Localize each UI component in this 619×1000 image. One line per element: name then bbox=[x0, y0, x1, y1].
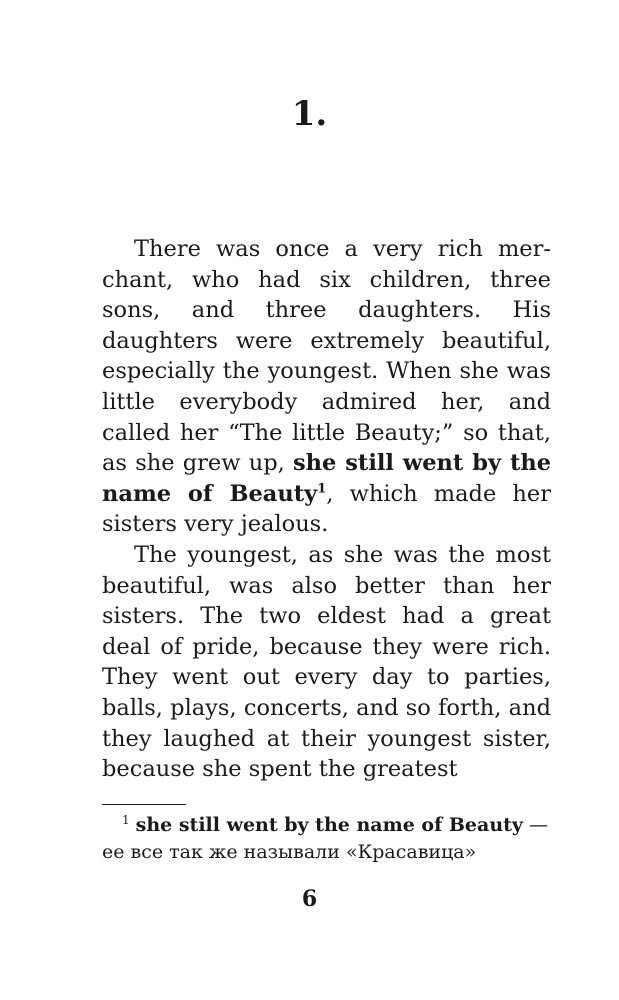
page-number: 6 bbox=[301, 886, 318, 912]
paragraph-1-end: , which made her sisters very jealous. bbox=[102, 480, 551, 538]
paragraph-2: The youngest, as she was the most beautiful, was also better than her sisters. The two eldest had a great deal of pride, because they were rich. They went out every day to parties, balls, plays, concerts, and so forth, and they laughed at their youngest sister, because she spent the greatest bbox=[102, 541, 551, 783]
bold-phrase: she still went by the name of Beauty bbox=[102, 450, 552, 507]
footnote-number: 1 bbox=[122, 812, 130, 827]
chapter-heading: 1. bbox=[291, 94, 328, 134]
footnote-line-1 bbox=[102, 812, 554, 839]
paragraph-1-text: There was once a very rich merchant, who had six children, three sons, and three daughters. His daughters were extremely beautiful, especially the youngest. When she was little everybody admired her, and called her “The little Beauty;” so that, as she grew up, bbox=[102, 236, 551, 477]
footnote bbox=[102, 812, 554, 866]
paragraph-1 bbox=[102, 234, 551, 540]
footnote-translation: ее все так же называли «Красавица» bbox=[102, 841, 477, 863]
footnote-divider bbox=[102, 804, 186, 805]
body-text bbox=[102, 234, 551, 785]
footnote-term: she still went by the name of Beauty bbox=[135, 814, 523, 836]
footnote-dash: — bbox=[522, 814, 549, 836]
footnote-reference: 1 bbox=[317, 481, 327, 497]
